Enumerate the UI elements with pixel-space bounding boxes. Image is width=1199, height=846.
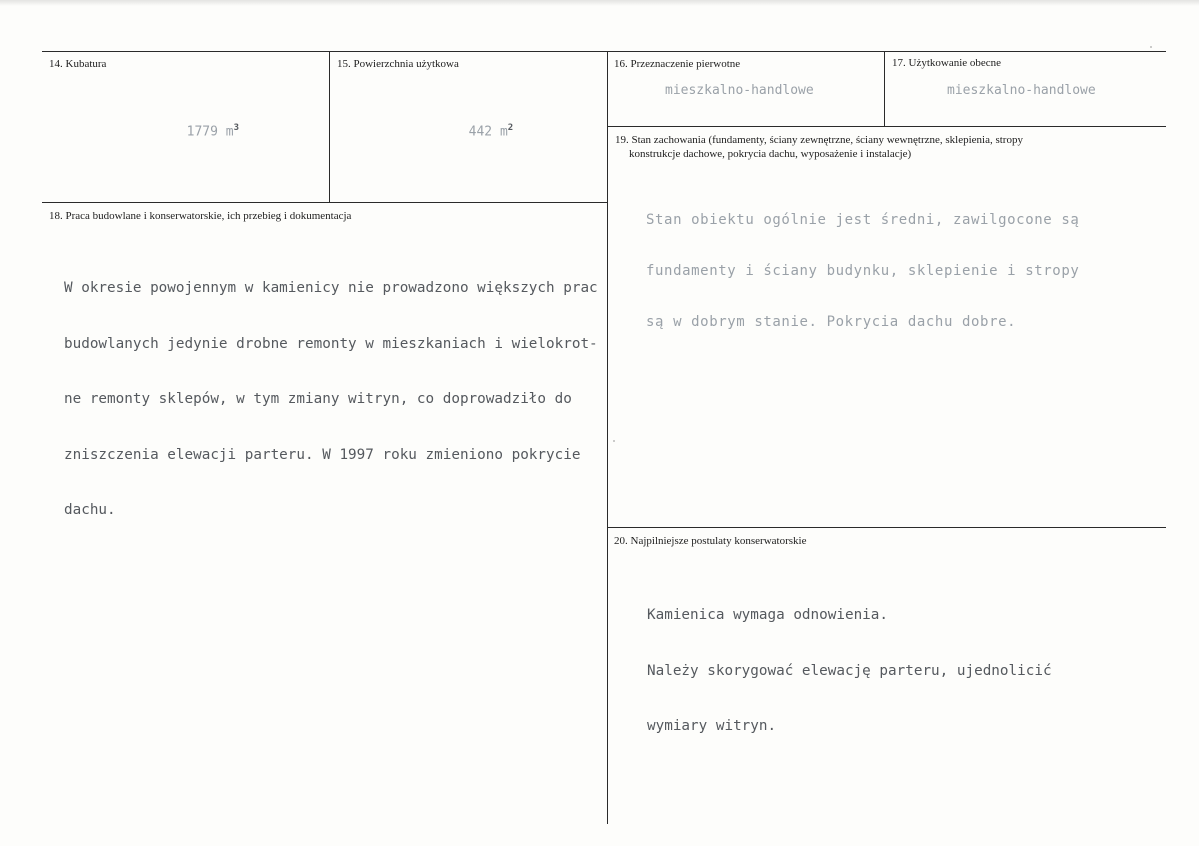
field-18-line: ne remonty sklepów, w tym zmiany witryn, co doprowadziło do [64,391,572,407]
field-20-label: 20. Najpilniejsze postulaty konserwatorskie [614,535,807,547]
kubatura-unit: m [225,124,234,140]
area-number: 442 [468,124,493,140]
scan-speck [1150,46,1152,48]
field-20-line: Należy skorygować elewację parteru, ujednolicić [647,662,1052,679]
rule-under-16-17 [607,126,1166,127]
field-20-text [647,569,1052,754]
field-16-label: 16. Przeznaczenie pierwotne [614,58,741,70]
field-19-line: są w dobrym stanie. Pokrycia dachu dobre. [646,314,1017,330]
rule-under-19 [607,527,1166,528]
field-14-label: 14. Kubatura [49,58,107,70]
scan-top-edge [0,0,1199,6]
field-19-label [615,133,1023,161]
field-19-line: fundamenty i ściany budynku, sklepienie i stropy [646,263,1080,279]
field-14-value [171,108,239,139]
field-18-label: 18. Praca budowlane i konserwatorskie, ich przebieg i dokumentacja [49,210,352,222]
field-17-value: mieszkalno-handlowe [947,83,1096,98]
field-20-line: wymiary witryn. [647,718,777,734]
field-20-line: Kamienica wymaga odnowienia. [647,607,889,623]
field-18-line: zniszczenia elewacji parteru. W 1997 roku zmieniono pokrycie [64,446,581,463]
kubatura-exponent: 3 [233,123,240,133]
field-15-value [453,108,513,139]
divider-main [607,51,608,824]
field-19-line: Stan obiektu ogólnie jest średni, zawilgocone są [646,212,1080,228]
field-18-line: budowlanych jedynie drobne remonty w mieszkaniach i wielokrot- [64,335,598,352]
field-18-line: dachu. [64,502,116,518]
divider-16-17 [884,51,885,126]
area-unit: m [499,124,508,140]
rule-under-14-15 [42,202,607,203]
top-rule [42,51,1166,52]
field-15-label: 15. Powierzchnia użytkowa [337,58,459,70]
divider-14-15 [329,51,330,202]
field-19-label-line-1: 19. Stan zachowania (fundamenty, ściany zewnętrzne, ściany wewnętrzne, sklepienia, stropy [615,134,1023,146]
field-17-label: 17. Użytkowanie obecne [892,57,1002,69]
field-16-value: mieszkalno-handlowe [665,83,814,98]
field-18-line: W okresie powojennym w kamienicy nie prowadzono większych prac [64,280,598,296]
field-19-label-line-2: konstrukcje dachowe, pokrycia dachu, wyposażenie i instalacje) [629,148,912,160]
area-exponent: 2 [507,123,514,133]
kubatura-number: 1779 [186,124,218,140]
field-19-text [646,178,1079,348]
field-18-text [64,242,598,538]
scan-speck [613,440,615,442]
